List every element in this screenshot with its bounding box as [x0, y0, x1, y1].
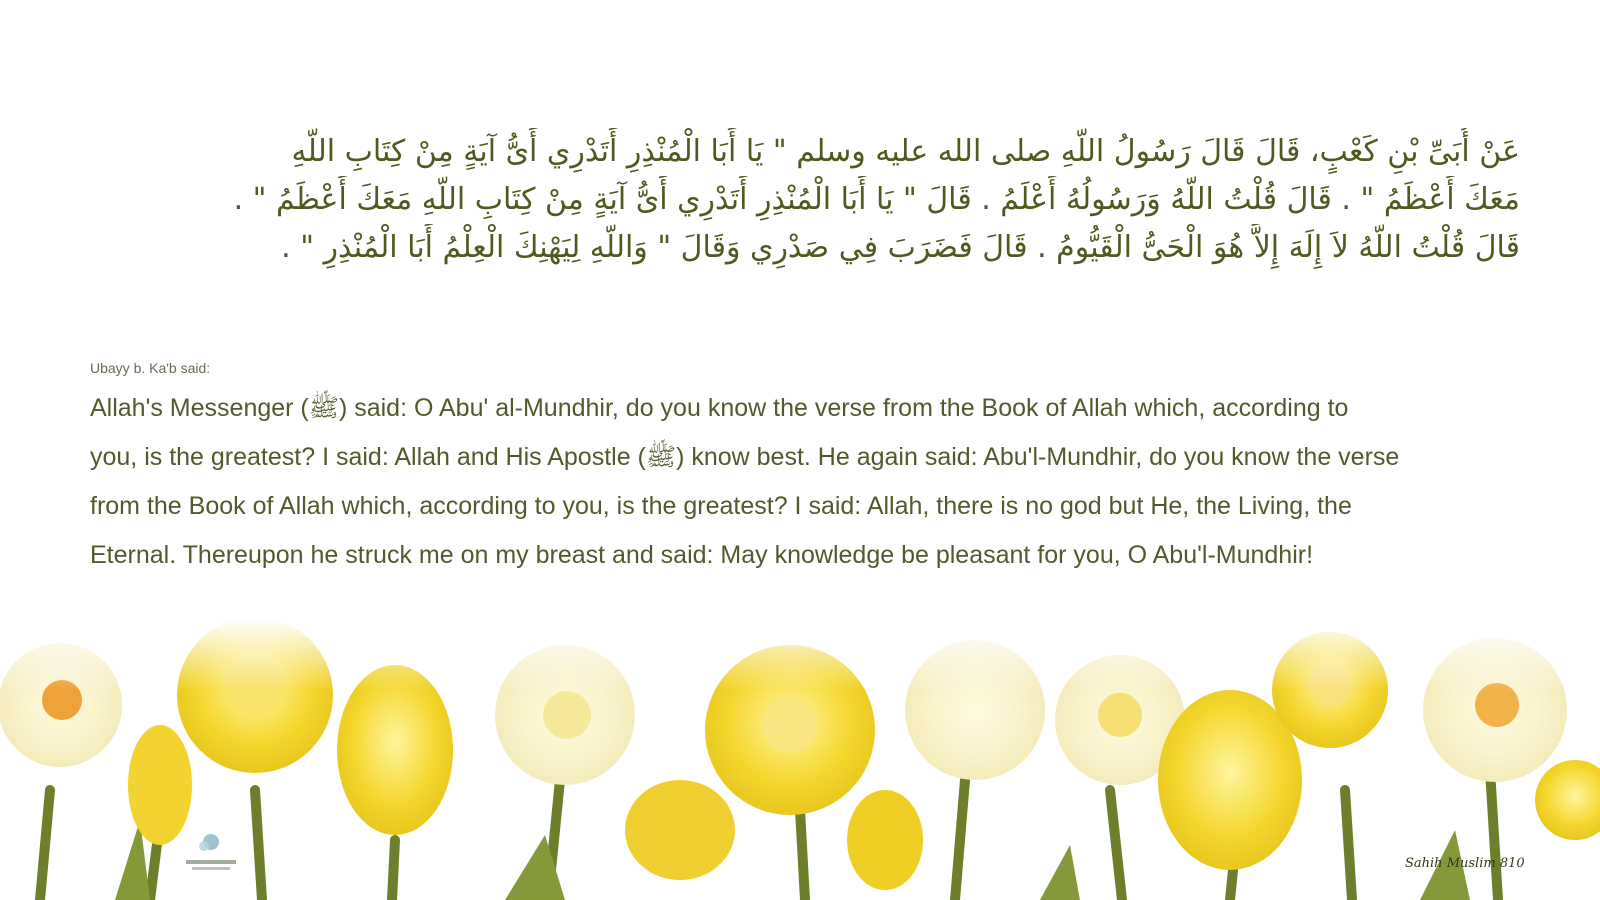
- arabic-line: مَعَكَ أَعْظَمُ " . قَالَ قُلْتُ اللَّهُ وَرَسُولُهُ أَعْلَمُ . قَالَ " يَا أَبَا الْمُنْذِرِ أَتَدْرِي أَىُّ آيَةٍ مِنْ كِتَابِ اللَّهِ مَعَكَ أَعْظَمُ " .: [233, 182, 1520, 217]
- daffodil-flower-border: [0, 620, 1600, 900]
- arabic-hadith-text: [80, 128, 1520, 272]
- arabic-line: عَنْ أُبَىِّ بْنِ كَعْبٍ، قَالَ قَالَ رَسُولُ اللَّهِ صلى الله عليه وسلم " يَا أَبَا الْمُنْذِرِ أَتَدْرِي أَىُّ آيَةٍ مِنْ كِتَابِ اللَّهِ: [291, 134, 1520, 169]
- translation-line: from the Book of Allah which, according to you, is the greatest? I said: Allah, there is no god but He, the Living, the: [90, 492, 1352, 520]
- english-translation: [90, 384, 1510, 580]
- narrator-label: Ubayy b. Ka'b said:: [90, 360, 211, 376]
- translation-line: you, is the greatest? I said: Allah and His Apostle (ﷺ) know best. He again said: Abu'l-Mundhir, do you know the verse: [90, 443, 1400, 471]
- source-reference: Sahih Muslim 810: [1405, 856, 1525, 871]
- translation-line: Allah's Messenger (ﷺ) said: O Abu' al-Mundhir, do you know the verse from the Book of Allah which, according to: [90, 394, 1349, 422]
- arabic-line: قَالَ قُلْتُ اللَّهُ لاَ إِلَهَ إِلاَّ هُوَ الْحَىُّ الْقَيُّومُ . قَالَ فَضَرَبَ فِي صَدْرِي وَقَالَ " وَاللَّهِ لِيَهْنِكَ الْعِلْمُ أَبَا الْمُنْذِرِ " .: [281, 230, 1520, 265]
- translation-line: Eternal. Thereupon he struck me on my breast and said: May knowledge be pleasant for you, O Abu'l-Mundhir!: [90, 541, 1314, 569]
- logo: [182, 828, 240, 874]
